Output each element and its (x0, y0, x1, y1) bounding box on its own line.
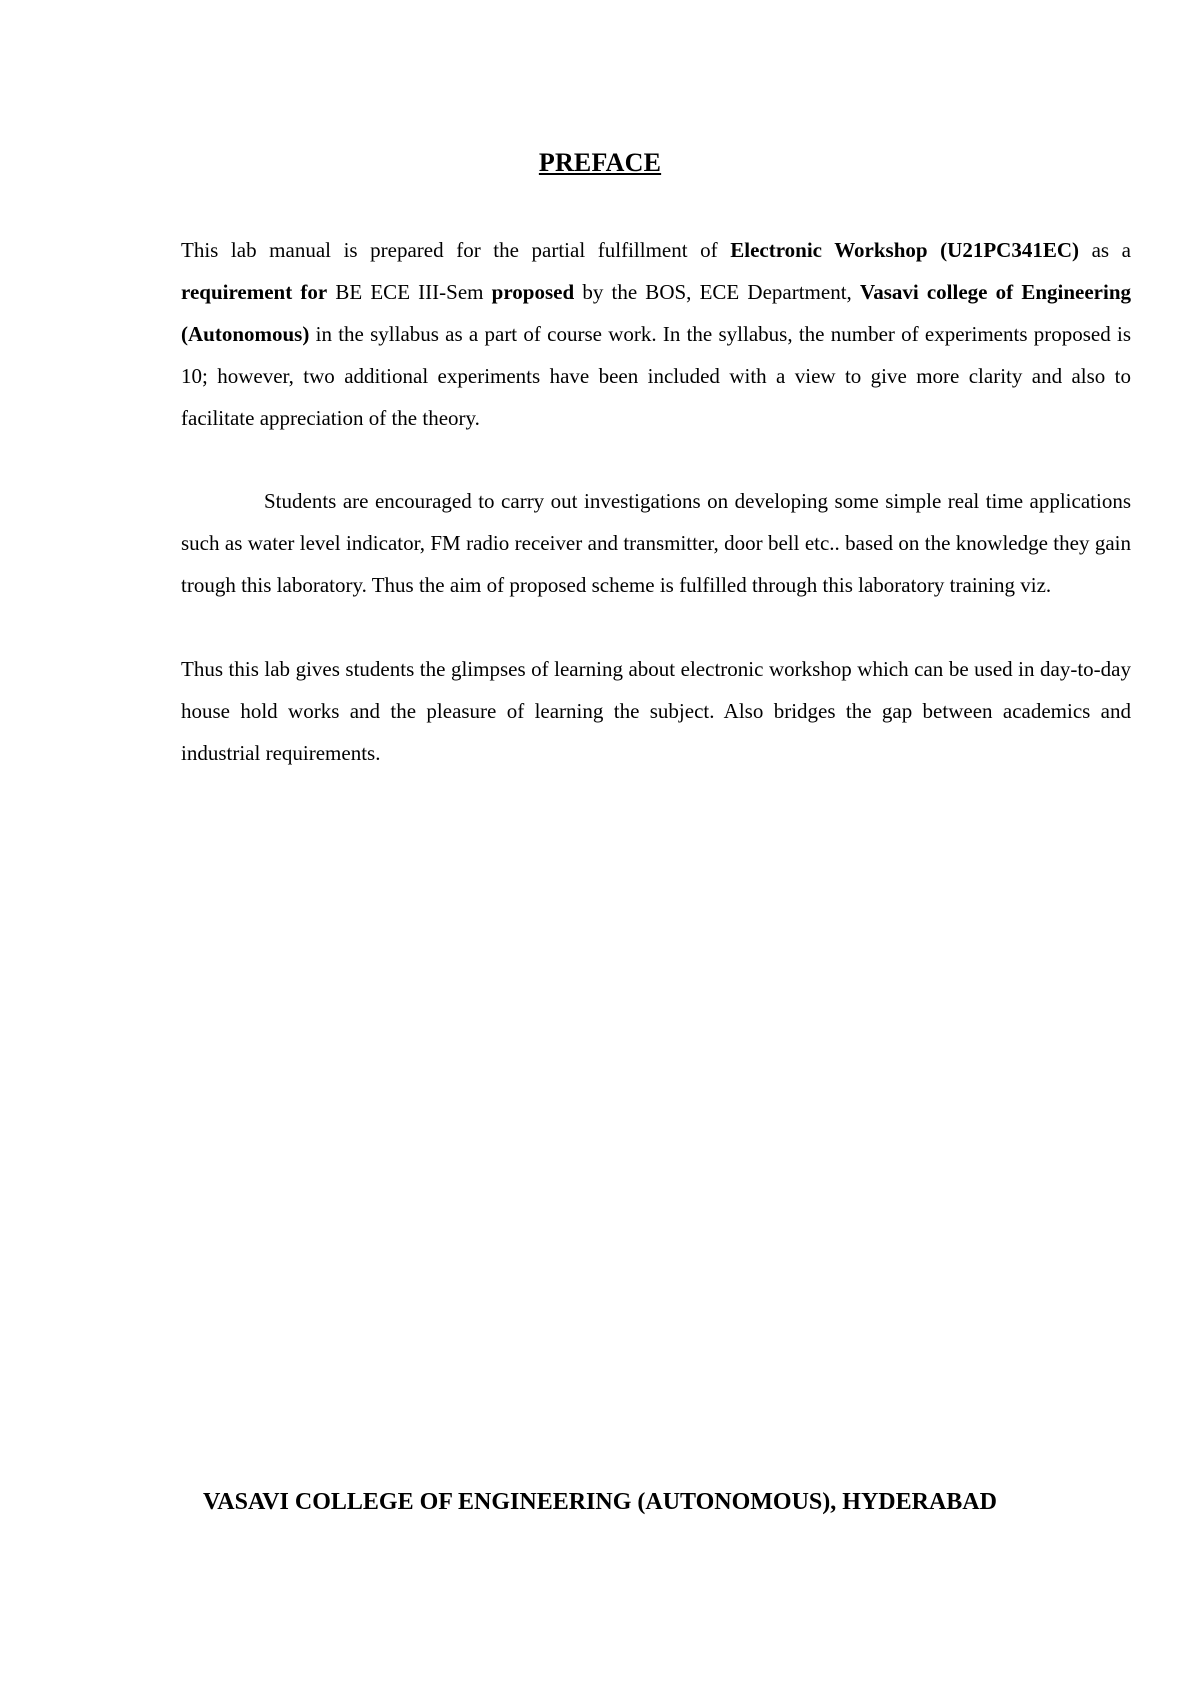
preface-paragraph-1 (181, 229, 1131, 439)
paragraph-1-text-1: This lab manual is prepared for the partial fulfillment of (181, 238, 731, 262)
preface-paragraph-2: Students are encouraged to carry out investigations on developing some simple real time applications such as water level indicator, FM radio receiver and transmitter, door bell etc.. based on the knowledge they gain trough this laboratory. Thus the aim of proposed scheme is fulfilled through this laboratory training viz. (181, 489, 1131, 597)
college-footer: VASAVI COLLEGE OF ENGINEERING (AUTONOMOUS), HYDERABAD (203, 1489, 997, 1515)
paragraph-1-text-5: in the syllabus as a part of course work. In the syllabus, the number of experiments proposed is 10; however, two additional experiments have been included with a view to give more clarity and also to facilitate appreciation of the theory. (181, 322, 1131, 430)
paragraph-1-text-3: BE ECE III-Sem (327, 280, 492, 304)
proposed-bold: proposed (491, 280, 575, 304)
preface-paragraph-3: Thus this lab gives students the glimpses of learning about electronic workshop which can be used in day-to-day house hold works and the pleasure of learning the subject. Also bridges the gap between academics and industrial requirements. (181, 657, 1131, 765)
college-name-bold: Vasavi college of Engineering (Autonomous) (181, 280, 1131, 346)
paragraph-1-text-2: as a (1079, 238, 1131, 262)
requirement-bold: requirement for (181, 280, 328, 304)
page-title: PREFACE (538, 148, 662, 177)
course-name-bold: Electronic Workshop (U21PC341EC) (730, 238, 1079, 262)
paragraph-1-text-4: by the BOS, ECE Department, (574, 280, 860, 304)
